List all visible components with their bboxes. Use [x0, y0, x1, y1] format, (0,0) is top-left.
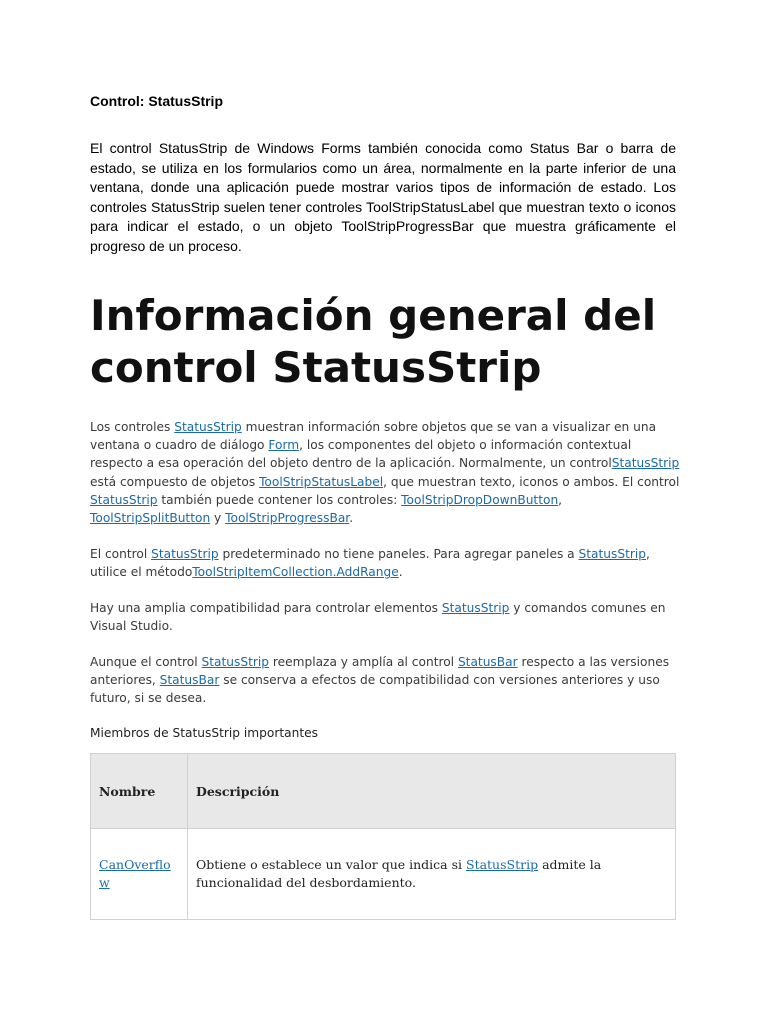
link-statusbar[interactable]: StatusBar	[457, 655, 518, 669]
link-statusstrip[interactable]: StatusStrip	[578, 547, 646, 561]
link-addrange[interactable]: ToolStripItemCollection.AddRange	[192, 565, 399, 580]
link-statusstrip[interactable]: StatusStrip	[90, 492, 158, 507]
text: reemplaza y amplía al control	[268, 655, 458, 669]
link-canoverflow[interactable]: CanOverflow	[99, 857, 171, 890]
text: , los componentes del objeto o información contextual respecto a esa operación del objeto dentro de la aplicación. Normalmente, un control	[90, 438, 632, 471]
text: Los controles	[90, 420, 175, 434]
text: , que muestran texto, iconos o ambos. El control	[383, 474, 680, 489]
link-statusbar[interactable]: StatusBar	[159, 673, 220, 688]
text: admite la funcionalidad del desbordamiento.	[196, 857, 602, 890]
paragraph-compat	[90, 599, 680, 635]
link-statusstrip[interactable]: StatusStrip	[466, 857, 539, 872]
text: muestran información sobre objetos que se van a visualizar en una ventana o cuadro de diálogo	[90, 420, 657, 453]
text: respecto a las versiones anteriores,	[90, 655, 670, 688]
text: Obtiene o establece un valor que indica si	[196, 857, 466, 872]
text: ,	[558, 492, 563, 507]
text: también puede contener los controles:	[157, 492, 402, 507]
control-label-title: Control: StatusStrip	[90, 93, 223, 109]
text: El control	[90, 547, 152, 561]
text: Aunque el control	[90, 655, 202, 669]
cell-member-name	[91, 829, 188, 920]
members-table	[90, 753, 676, 920]
link-statusstrip[interactable]: StatusStrip	[201, 655, 269, 669]
text: predeterminado no tiene paneles. Para agregar paneles a	[218, 547, 579, 561]
link-statusstrip[interactable]: StatusStrip	[441, 601, 510, 615]
text: está compuesto de objetos	[90, 474, 260, 489]
link-toolstripdropdownbutton[interactable]: ToolStripDropDownButton	[401, 492, 559, 507]
link-statusstrip[interactable]: StatusStrip	[151, 547, 219, 561]
column-header-name: Nombre	[91, 754, 188, 829]
link-statusstrip[interactable]: StatusStrip	[611, 456, 680, 471]
paragraph-panels	[90, 545, 680, 581]
link-toolstripprogressbar[interactable]: ToolStripProgressBar	[225, 511, 350, 526]
link-toolstripsplitbutton[interactable]: ToolStripSplitButton	[90, 511, 211, 526]
table-header-row	[91, 754, 676, 829]
link-statusstrip[interactable]: StatusStrip	[174, 420, 242, 434]
link-toolstripstatuslabel[interactable]: ToolStripStatusLabel	[259, 474, 384, 489]
column-header-description: Descripción	[188, 754, 676, 829]
text: .	[349, 511, 354, 526]
paragraph-statusbar	[90, 653, 680, 708]
text: se conserva a efectos de compatibilidad con versiones anteriores y uso futuro, si se desea.	[90, 673, 660, 706]
text: y comandos comunes en Visual Studio.	[90, 601, 666, 634]
paragraph-overview	[90, 418, 680, 527]
cell-member-description	[188, 829, 676, 920]
text: , utilice el método	[90, 547, 650, 580]
section-heading: Información general del control StatusStrip	[90, 291, 657, 392]
text: .	[398, 565, 403, 580]
intro-paragraph: El control StatusStrip de Windows Forms también conocida como Status Bar o barra de estado, se utiliza en los formularios como un área, normalmente en la parte inferior de una ventana, donde una aplicación puede mostrar varios tipos de información de estado. Los controles StatusStrip suelen tener controles ToolStripStatusLabel que muestran texto o iconos para indicar el estado, o un objeto ToolStripProgressBar que muestra gráficamente el progreso de un proceso.	[90, 140, 676, 254]
table-caption: Miembros de StatusStrip importantes	[90, 726, 318, 740]
table-row	[91, 829, 676, 920]
text: y	[210, 511, 226, 526]
text: Hay una amplia compatibilidad para controlar elementos	[90, 601, 442, 615]
link-form[interactable]: Form	[268, 438, 300, 453]
